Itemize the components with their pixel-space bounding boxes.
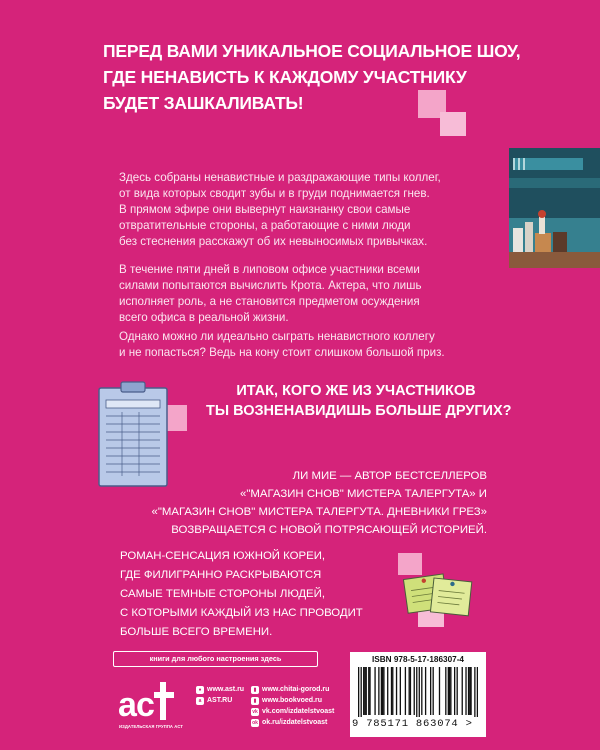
barcode-bar [465,667,466,715]
headline-line: ГДЕ НЕНАВИСТЬ К КАЖДОМУ УЧАСТНИКУ [103,67,467,87]
barcode-bar [421,667,422,715]
promo-line: САМЫЕ ТЕМНЫЕ СТОРОНЫ ЛЮДЕЙ, [120,588,326,600]
barcode-bar [396,667,397,715]
promo-line: ГДЕ ФИЛИГРАННО РАСКРЫВАЮТСЯ [120,569,322,581]
link-text: www.bookvoed.ru [262,697,323,704]
author-line: ЛИ МИЕ — АВТОР БЕСТСЕЛЛЕРОВ [292,470,487,482]
link-text: www.chitai-gorod.ru [262,686,330,693]
barcode-bar [430,667,431,715]
barcode-bar [391,667,392,715]
barcode-bar [450,667,451,715]
barcode-bar [374,667,375,715]
body-paragraph-1 [119,170,484,250]
barcode-bar [470,667,471,715]
barcode-bar [361,667,362,717]
barcode-bar [368,667,369,715]
publisher-links-left [196,684,244,706]
ast-logo [116,676,178,724]
promo-line: РОМАН-СЕНСАЦИЯ ЮЖНОЙ КОРЕИ, [120,550,326,562]
link-item[interactable] [196,684,244,695]
body-line: Здесь собраны ненавистные и раздражающие типы коллег, [119,171,441,184]
headline [103,38,523,116]
body-paragraph-2 [119,262,484,326]
body-line: В прямом эфире они вывернут наизнанку свои самые [119,203,411,216]
author-line: «"МАГАЗИН СНОВ" МИСТЕРА ТАЛЕРГУТА» И [240,488,487,500]
sticky-notes-icon [400,566,480,626]
barcode-bar [457,667,458,715]
barcode-bar [387,667,388,715]
link-item[interactable] [251,706,334,717]
barcode-bar [400,667,401,715]
author-blurb [152,467,487,539]
barcode-bar [409,667,410,715]
body-line: В течение пяти дней в липовом офисе участники всеми [119,263,420,276]
publisher-name: ИЗДАТЕЛЬСКАЯ ГРУППА АСТ [118,724,184,729]
link-item[interactable] [251,695,334,706]
body-line: всего офиса в реальной жизни. [119,311,289,324]
barcode-digits: 9 785171 863074 > [352,718,473,730]
barcode-bar [383,667,384,715]
ok-icon: ok [252,719,258,726]
barcode-bar [454,667,455,715]
barcode-bar [392,667,393,715]
globe-icon: ● [196,686,204,694]
barcode-bar [369,667,370,715]
body-line: и не попасться? Ведь на кону стоит слишком большой приз. [119,346,445,359]
link-text: AST.RU [207,697,233,704]
barcode-bar [474,667,475,717]
barcode-bar [462,667,463,715]
body-paragraph-3 [119,329,484,361]
author-line: «"МАГАЗИН СНОВ" МИСТЕРА ТАЛЕРГУТА. ДНЕВНИКИ ГРЕЗ» [151,506,487,518]
barcode-bar [445,667,446,715]
barcode-bar [425,667,426,715]
link-text: vk.com/izdatelstvoast [262,708,335,715]
author-line: ВОЗВРАЩАЕТСЯ С НОВОЙ ПОТРЯСАЮЩЕЙ ИСТОРИЕЙ. [171,524,487,536]
svg-text:c: c [136,686,155,724]
vk-icon: vk [252,708,258,715]
office-illustration [495,148,600,268]
link-item[interactable] [251,684,334,695]
barcode-bar [405,667,406,715]
headline-line: БУДЕТ ЗАШКАЛИВАТЬ! [103,93,304,113]
link-item[interactable] [251,717,334,728]
link-item[interactable] [196,695,244,706]
barcode-bar [468,667,469,715]
publisher-tagline: книги для любого настроения здесь [113,651,318,667]
isbn-label: ISBN 978-5-17-186307-4 [372,655,464,664]
promo-line: БОЛЬШЕ ВСЕГО ВРЕМЕНИ. [120,626,273,638]
link-text: ok.ru/izdatelstvoast [262,719,328,726]
barcode-bar [419,667,420,717]
barcode-bar [416,667,417,717]
barcode-bar [469,667,470,715]
body-line: исполняет роль, а не становится предметом осуждения [119,295,420,308]
promo-line: С КОТОРЫМИ КАЖДЫЙ ИЗ НАС ПРОВОДИТ [120,607,363,619]
body-line: Однако можно ли идеально сыграть ненавистного коллегу [119,330,435,343]
barcode-bar [358,667,359,717]
ast-icon: a [196,697,204,705]
question-line: ТЫ ВОЗНЕНАВИДИШЬ БОЛЬШЕ ДРУГИХ? [206,403,512,419]
barcode-block [350,652,486,737]
barcode-bar [378,667,379,715]
barcode-bar [366,667,367,715]
question-line: ИТАК, КОГО ЖЕ ИЗ УЧАСТНИКОВ [236,383,476,399]
barcode-bar [477,667,478,717]
barcode-bar [363,667,364,715]
body-line: отвратительные стороны, а работающие с ними люди [119,219,411,232]
barcode-bar [364,667,365,715]
body-line: без стеснения расскажут об их невыносимых привычках. [119,235,428,248]
barcode-bar [414,667,415,715]
barcode-bar [382,667,383,715]
publisher-links-right [251,684,334,728]
barcode-bar [439,667,440,715]
headline-line: ПЕРЕД ВАМИ УНИКАЛЬНОЕ СОЦИАЛЬНОЕ ШОУ, [103,41,521,61]
barcode-bar [381,667,382,715]
book-icon: ▮ [251,697,259,705]
body-line: от вида которых сводит зубы и в груди поднимается гнев. [119,187,430,200]
barcode-bar [410,667,411,715]
book-icon: ▮ [251,686,259,694]
barcode-bar [433,667,434,715]
svg-text:a: a [118,686,137,724]
promo-blurb [120,547,363,642]
barcode-bars [358,667,478,717]
barcode-bar [449,667,450,715]
body-line: силами попытаются вычислить Крота. Актера, что лишь [119,279,422,292]
question-callout [206,381,512,421]
barcode-bar [448,667,449,715]
link-text: www.ast.ru [207,686,245,693]
